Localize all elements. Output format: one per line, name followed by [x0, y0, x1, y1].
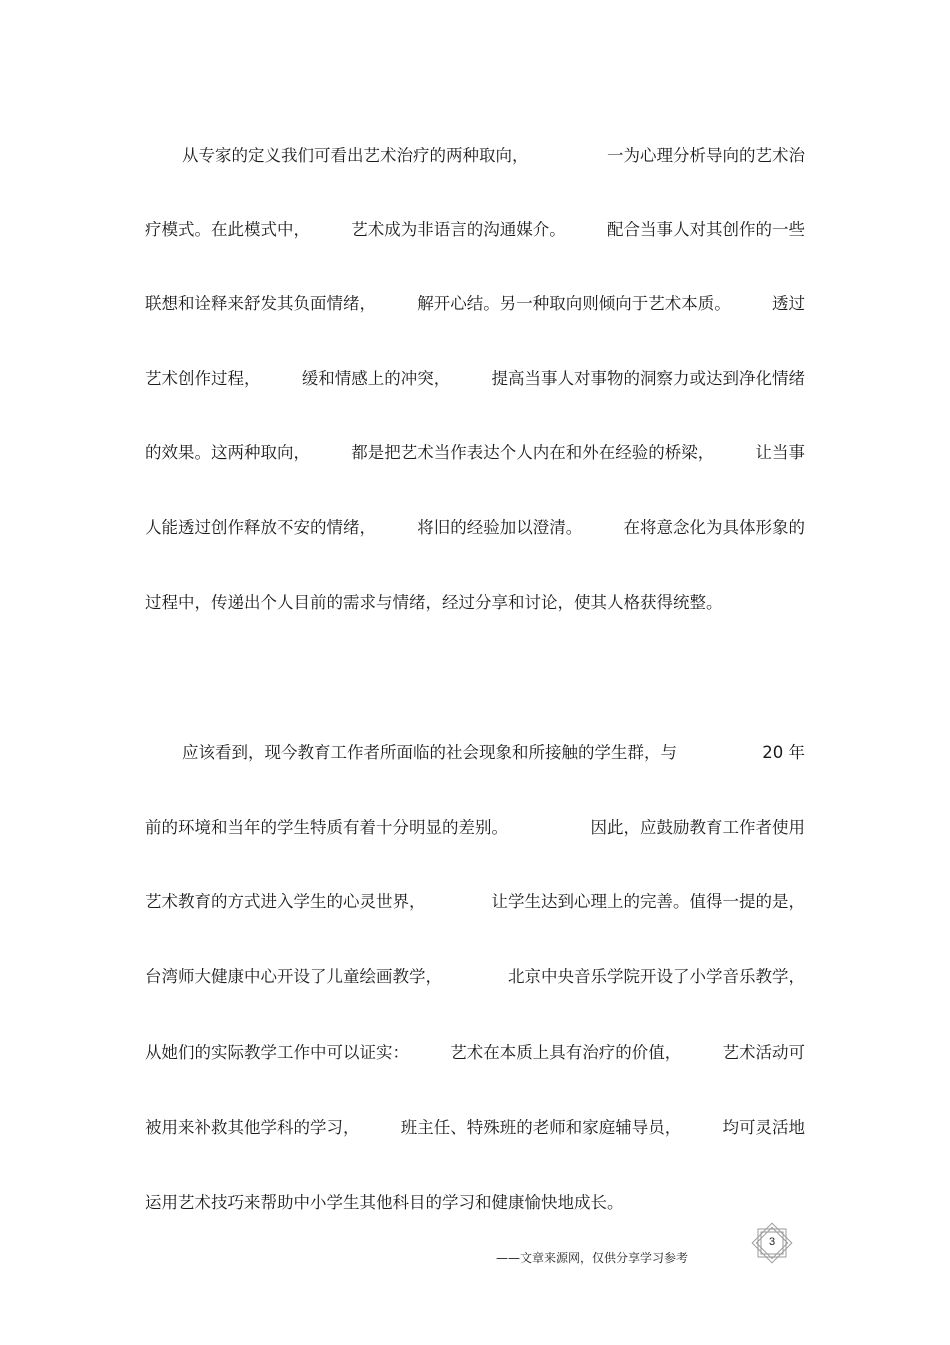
text-segment: 解开心结。另一种取向则倾向于艺术本质。	[417, 294, 731, 313]
text-segment: 艺术在本质上具有治疗的价值，	[450, 1043, 682, 1062]
paragraph-1-line-2	[145, 218, 805, 242]
text-segment: 提高当事人对事物的洞察力或达到净化情绪	[491, 369, 805, 388]
text-segment: 缓和情感上的冲突，	[301, 369, 451, 388]
text-segment: 将旧的经验加以澄清。	[417, 518, 583, 537]
page-number-badge	[749, 1220, 795, 1266]
text-segment: 因此，应鼓励教育工作者使用	[590, 818, 805, 837]
text-segment: 均可灵活地	[722, 1118, 805, 1137]
text-segment: 前的环境和当年的学生特质有着十分明显的差别。	[145, 818, 508, 837]
text-segment: 北京中央音乐学院开设了小学音乐教学，	[508, 967, 805, 986]
text-segment: 疗模式。在此模式中，	[145, 220, 310, 239]
text-segment: 配合当事人对其创作的一些	[607, 220, 805, 239]
text-segment: 艺术活动可	[722, 1043, 805, 1062]
paragraph-1-line-4	[145, 367, 805, 391]
paragraph-2-line-5	[145, 1041, 805, 1065]
paragraph-2-line-3	[145, 890, 805, 914]
text-segment: 让当事	[755, 443, 805, 462]
text-segment: 从专家的定义我们可看出艺术治疗的两种取向，	[182, 146, 529, 165]
text-segment: 台湾师大健康中心开设了儿童绘画教学，	[145, 967, 442, 986]
page-number: 3	[768, 1236, 776, 1248]
paragraph-2-line-6	[145, 1116, 805, 1140]
paragraph-2-line-7	[145, 1191, 805, 1215]
paragraph-1-line-5	[145, 441, 805, 465]
text-segment: 应该看到，现今教育工作者所面临的社会现象和所接触的学生群，与	[182, 743, 677, 762]
text-segment: 被用来补救其他学科的学习，	[145, 1118, 360, 1137]
paragraph-1-line-7	[145, 591, 805, 615]
text-segment: 都是把艺术当作表达个人内在和外在经验的桥梁，	[351, 443, 715, 462]
text-segment: 人能透过创作释放不安的情绪，	[145, 518, 376, 537]
paragraph-2-line-4	[145, 965, 805, 989]
paragraph-2-line-2	[145, 816, 805, 840]
text-segment: 班主任、特殊班的老师和家庭辅导员，	[400, 1118, 682, 1137]
paragraph-2-line-1	[145, 741, 805, 765]
text-segment: 过程中，传递出个人目前的需求与情绪，经过分享和讨论，使其人格获得统整。	[145, 593, 723, 612]
paragraph-1-line-3	[145, 292, 805, 316]
text-segment: 艺术成为非语言的沟通媒介。	[351, 220, 566, 239]
text-segment: 透过	[772, 294, 805, 313]
paragraph-1-line-1	[145, 144, 805, 168]
text-segment: 让学生达到心理上的完善。值得一提的是，	[491, 892, 805, 911]
text-segment: 的效果。这两种取向，	[145, 443, 310, 462]
text-segment: 20 年	[762, 743, 805, 762]
text-segment: 运用艺术技巧来帮助中小学生其他科目的学习和健康愉快地成长。	[145, 1193, 624, 1212]
text-segment: 在将意念化为具体形象的	[623, 518, 805, 537]
source-note: ——文章来源网，仅供分享学习参考	[496, 1251, 689, 1265]
text-segment: 从她们的实际教学工作中可以证实：	[145, 1043, 409, 1062]
text-segment: 联想和诠释来舒发其负面情绪，	[145, 294, 376, 313]
text-segment: 艺术创作过程，	[145, 369, 261, 388]
text-segment: 艺术教育的方式进入学生的心灵世界，	[145, 892, 426, 911]
paragraph-1-line-6	[145, 516, 805, 540]
text-segment: 一为心理分析导向的艺术治	[607, 146, 805, 165]
